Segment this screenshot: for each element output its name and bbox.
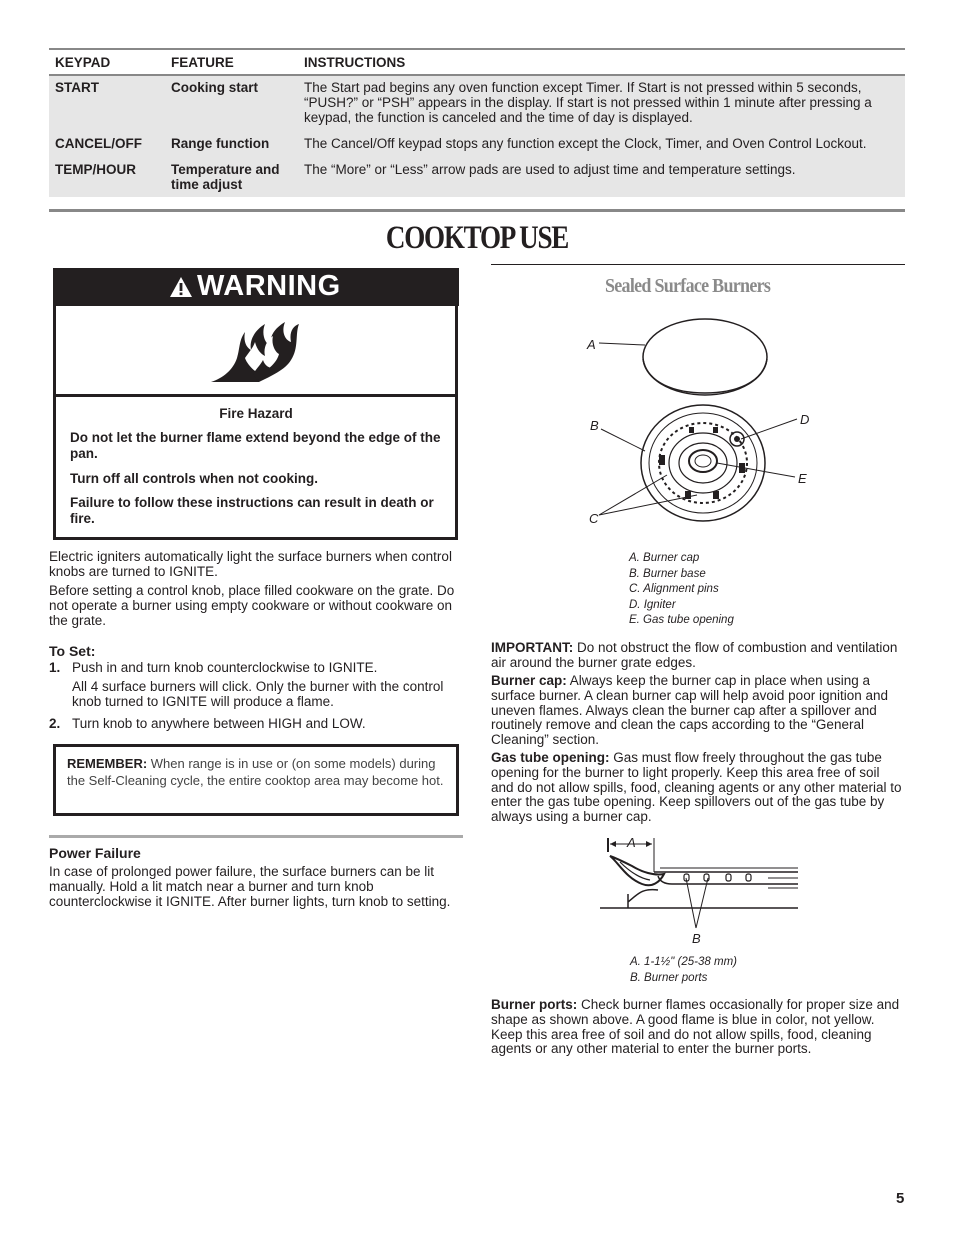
flame-captions xyxy=(630,955,737,986)
section-title: Sealed Surface Burners xyxy=(605,275,771,297)
remember-label: REMEMBER: xyxy=(67,756,148,771)
burner-diagram xyxy=(585,305,825,545)
row-keypad: CANCEL/OFF xyxy=(55,136,142,151)
important-label: IMPORTANT: xyxy=(491,640,574,655)
step-number: 2. xyxy=(49,716,61,731)
power-failure-text: In case of prolonged power failure, the surface burners can be lit manually. Hold a lit match near a burner and turn knob counterclockwise it IGNITE. After burner lights, turn knob to setting. xyxy=(49,864,451,909)
section-divider xyxy=(49,835,463,838)
power-failure-heading: Power Failure xyxy=(49,845,141,861)
row-keypad: TEMP/HOUR xyxy=(55,162,136,177)
caption-line: C. Alignment pins xyxy=(629,583,719,596)
remember-body: When range is in use or (on some models) during the Self-Cleaning cycle, the entire cooktop area may become hot. xyxy=(67,756,444,788)
fire-icon xyxy=(209,318,301,384)
page-title: COOKTOP USE xyxy=(385,220,569,256)
header-feature: FEATURE xyxy=(171,55,234,70)
flame-label-a: A xyxy=(627,835,636,850)
burner-ports-text: Check burner flames occasionally for proper size and shape as shown above. A good flame is blue in color, not yellow. Keep this area free of soil and do not allow spills, food, cleaning agents or any other material to enter the burner ports. xyxy=(491,997,900,1057)
warning-heading: WARNING xyxy=(197,270,341,302)
section-rule xyxy=(491,264,905,265)
diagram-label-c: C xyxy=(589,511,599,526)
row-instructions: The “More” or “Less” arrow pads are used to adjust time and temperature settings. xyxy=(304,162,796,177)
important-paragraph xyxy=(491,641,903,671)
warning-triangle-icon xyxy=(169,276,193,298)
callout-line xyxy=(686,878,696,928)
caption-line: A. 1-1½" (25-38 mm) xyxy=(630,956,737,968)
flame-shape xyxy=(610,856,664,885)
remember-text xyxy=(67,756,447,789)
step-text: Push in and turn knob counterclockwise to IGNITE. xyxy=(72,660,378,675)
step-text: Turn knob to anywhere between HIGH and LOW. xyxy=(72,716,366,731)
row-feature: Range function xyxy=(171,136,270,151)
diagram-captions xyxy=(629,551,734,629)
hazard-title: Fire Hazard xyxy=(219,406,293,421)
important-text: Do not obstruct the flow of combustion and ventilation air around the burner grate edges. xyxy=(491,640,898,670)
table-header-row xyxy=(49,50,905,76)
warning-separator xyxy=(56,394,456,397)
burner-ports-label: Burner ports: xyxy=(491,997,578,1012)
callout-line xyxy=(601,429,645,451)
intro-paragraph: Electric igniters automatically light the surface burners when control knobs are turned to IGNITE. xyxy=(49,549,452,579)
step-number: 1. xyxy=(49,660,61,675)
warning-line: Do not let the burner flame extend beyond the edge of the pan. xyxy=(70,430,441,461)
warning-header xyxy=(53,268,459,306)
gas-tube-text: Gas must flow freely throughout the gas tube opening for the burner to light properly. Keep this area free of soil and do not allow spills, food, cleaning agents or any other material to enter the gas tube opening. Keep spillovers out of the gas tube by always using a burner cap. xyxy=(491,750,902,825)
diagram-label-a: A xyxy=(587,337,596,352)
warning-line: Failure to follow these instructions can result in death or fire. xyxy=(70,495,434,526)
caption-line: B. Burner ports xyxy=(630,971,708,984)
caption-line: A. Burner cap xyxy=(629,552,700,564)
burner-cap-label: Burner cap: xyxy=(491,673,567,688)
header-instructions: INSTRUCTIONS xyxy=(304,55,406,70)
diagram-label-e: E xyxy=(798,471,807,486)
burner-cap-paragraph xyxy=(491,674,905,748)
header-keypad: KEYPAD xyxy=(55,55,111,70)
table-row xyxy=(49,129,905,156)
table-row xyxy=(49,156,905,197)
flame-label-b: B xyxy=(692,931,701,946)
warning-line: Turn off all controls when not cooking. xyxy=(70,471,318,486)
burner-ports-paragraph xyxy=(491,998,905,1057)
step-subtext: All 4 surface burners will click. Only the burner with the control knob turned to IGNITE will produce a flame. xyxy=(72,679,444,709)
intro-paragraph: Before setting a control knob, place filled cookware on the grate. Do not operate a burner using empty cookware or without cookware on the grate. xyxy=(49,583,455,628)
gas-tube-label: Gas tube opening: xyxy=(491,750,610,765)
row-keypad: START xyxy=(55,80,99,95)
page-number: 5 xyxy=(896,1190,905,1207)
caption-line: E. Gas tube opening xyxy=(629,614,734,627)
row-instructions: The Start pad begins any oven function except Timer. If Start is not pressed within 5 seconds, “PUSH?” or “PSH” appears in the display. If start is not pressed within 1 minute after pressing a keypad, the function is canceled and the time of day is displayed. xyxy=(304,80,872,125)
row-feature: Cooking start xyxy=(171,80,259,95)
table-bottom-rule xyxy=(49,209,905,212)
callout-line xyxy=(599,343,645,345)
burner-base-shape xyxy=(641,405,765,521)
caption-line: B. Burner base xyxy=(629,567,706,580)
diagram-label-d: D xyxy=(800,412,810,427)
callout-line xyxy=(696,878,708,928)
row-feature: Temperature and time adjust xyxy=(171,162,280,192)
caption-line: D. Igniter xyxy=(629,598,676,611)
remember-box xyxy=(53,744,459,816)
gas-tube-paragraph xyxy=(491,751,905,825)
diagram-label-b: B xyxy=(590,418,599,433)
row-instructions: The Cancel/Off keypad stops any function except the Clock, Timer, and Oven Control Lockout. xyxy=(304,136,867,151)
to-set-heading: To Set: xyxy=(49,643,96,659)
burner-cap-text: Always keep the burner cap in place when using a surface burner. A clean burner cap will help avoid poor ignition and uneven flames. Always clean the burner cap after a spillover and routinely remove and clean the caps according to the “General Cleaning” section. xyxy=(491,673,889,748)
